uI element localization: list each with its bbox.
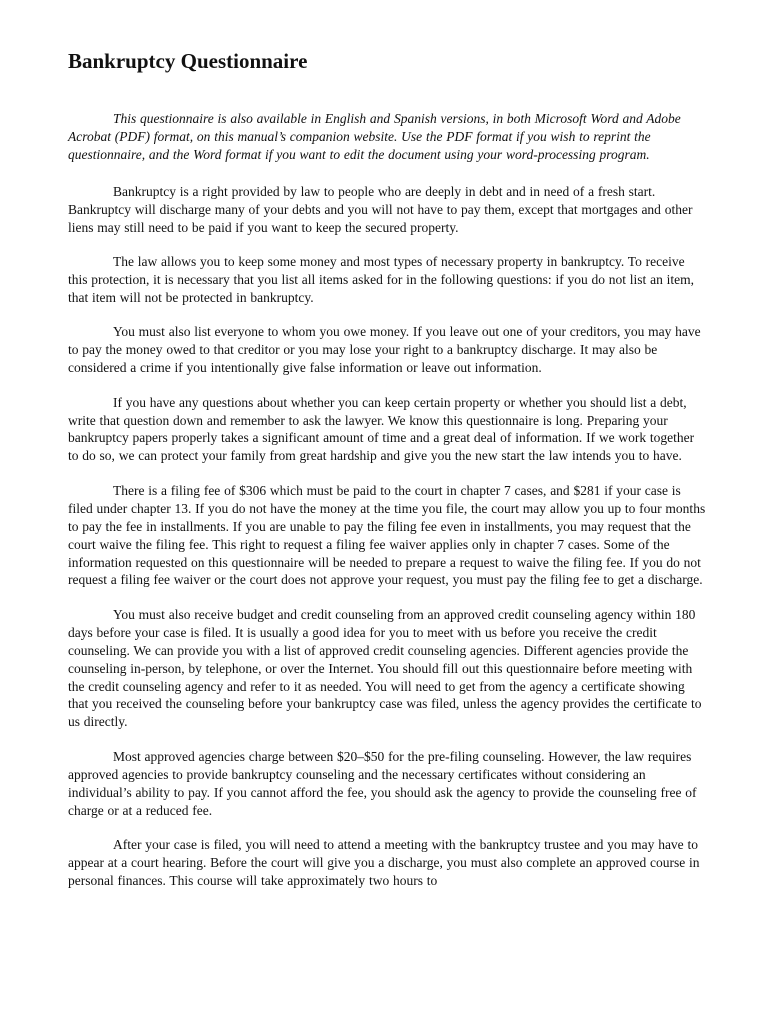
- paragraph-credit-counseling: You must also receive budget and credit counseling from an approved credit counseling agency within 180 days before your case is filed. It is usually a good idea for you to meet with us before you receive the credit counseling. We can provide you with a list of approved credit counseling agencies. Different agencies provide the counseling in-person, by telephone, or over the Internet. You should fill out this questionnaire before meeting with the credit counseling agency and refer to it as needed. You will need to get from the agency a certificate showing that you received the counseling before your bankruptcy case was filed, unless the agency provides the certificate to us directly.: [68, 606, 702, 730]
- paragraph-counseling-fees: Most approved agencies charge between $20–$50 for the pre-filing counseling. However, the law requires approved agencies to provide bankruptcy counseling and the necessary certificates without considering an individual’s ability to pay. If you cannot afford the fee, you should ask the agency to provide the counseling free of charge or at a reduced fee.: [68, 748, 697, 818]
- page-title: Bankruptcy Questionnaire: [68, 49, 308, 73]
- intro-note: This questionnaire is also available in English and Spanish versions, in both Microsoft Word and Adobe Acrobat (PDF) format, on this manual’s companion website. Use the PDF format if you wish to reprint the questionnaire, and the Word format if you want to edit the document using your word-processing program.: [68, 111, 681, 162]
- paragraph-property-protection: The law allows you to keep some money and most types of necessary property in bankruptcy. To receive this protection, it is necessary that you list all items asked for in the following questions: if you do not list an item, that item will not be protected in bankruptcy.: [68, 254, 694, 305]
- document-body: [68, 110, 706, 906]
- paragraph-list-creditors: You must also list everyone to whom you owe money. If you leave out one of your creditors, you may have to pay the money owed to that creditor or you may lose your right to a bankruptcy discharge. It may also be considered a crime if you intentionally give false information or leave out information.: [68, 324, 701, 376]
- paragraph-bankruptcy-right: Bankruptcy is a right provided by law to people who are deeply in debt and in need of a fresh start. Bankruptcy will discharge many of your debts and you will not have to pay them, except that mortgages and other liens may still need to be paid if you want to keep the secured property.: [68, 183, 693, 235]
- paragraph-questions: If you have any questions about whether you can keep certain property or whether you should list a debt, write that question down and remember to ask the lawyer. We know this questionnaire is long. Preparing your bankruptcy papers properly takes a significant amount of time and a great deal of information. If we work together to do so, we can protect your family from great hardship and give you the new start the law intends you to have.: [68, 394, 695, 464]
- paragraph-filing-fee: There is a filing fee of $306 which must be paid to the court in chapter 7 cases, and $281 if your case is filed under chapter 13. If you do not have the money at the time you file, the court may allow you up to four months to pay the fee in installments. If you are unable to pay the filing fee even in installments, you may request that the court waive the filing fee. This right to request a filing fee waiver applies only in chapter 7 cases. Some of the information requested on this questionnaire will be needed to prepare a request to waive the filing fee. If you do not request a filing fee waiver or the court does not approve your request, you must pay the filing fee to get a discharge.: [68, 482, 706, 588]
- paragraph-after-filing: After your case is filed, you will need to attend a meeting with the bankruptcy trustee and you may have to appear at a court hearing. Before the court will give you a discharge, you must also complete an approved course in personal finances. This course will take approximately two hours to: [68, 837, 700, 888]
